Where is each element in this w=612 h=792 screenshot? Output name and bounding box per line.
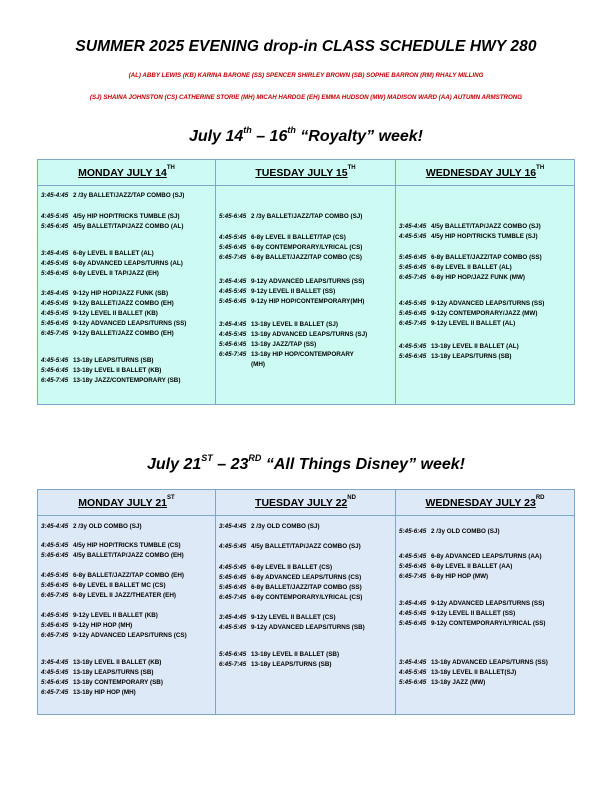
day-header [38,160,216,186]
class-entry [219,244,362,252]
class-time: 4:45-5:45 [41,357,69,364]
class-entry [41,290,168,298]
class-description: 9-12y LEVEL II BALLET (AL) [431,320,516,327]
class-description: 6-8y LEVEL II JAZZ/THEATER (EH) [73,592,176,599]
class-entry [41,612,158,620]
class-description: 13-18y LEVEL II BALLET (KB) [73,659,162,666]
day-header-label: TUESDAY JULY 15 [255,166,348,179]
day-header [216,490,396,516]
class-time: 3:45-4:45 [219,523,247,530]
class-entry [399,353,511,361]
day-header-label: MONDAY JULY 21 [78,496,168,509]
day-column [216,186,396,405]
class-entry [41,377,180,385]
class-entry [219,298,364,306]
class-description: 6-8y LEVEL II BALLET (AL) [431,264,512,271]
class-description: 9-12y HIP HOP/JAZZ FUNK (SB) [73,290,169,297]
schedule-table-week-1 [37,159,575,405]
class-time: 5:45-6:45 [399,563,427,570]
class-time: 4:45-5:45 [41,669,69,676]
class-entry [219,351,354,359]
day-header-label: TUESDAY JULY 22 [255,496,348,509]
class-description: 13-18y JAZZ (MW) [431,679,486,686]
class-entry [219,361,265,369]
week-heading-text: July 14 [188,128,244,145]
class-description: 13-18y CONTEMPORARY (SB) [73,679,163,686]
class-description: 9-12y CONTEMPORARY/JAZZ (MW) [431,310,538,317]
day-header-label: WEDNESDAY JULY 16 [425,166,537,179]
week-heading-text: – 16 [251,128,288,145]
class-entry [219,234,346,242]
class-time: 5:45-6:45 [219,341,247,348]
class-entry [219,564,332,572]
class-entry [399,528,500,536]
week-heading-text: “All Things Disney” week! [261,456,465,473]
class-entry [219,321,338,329]
class-description: 6-8y LEVEL II BALLET/TAP (CS) [251,234,346,241]
class-description: 6-8y LEVEL II BALLET MC (CS) [73,582,166,589]
instructor-legend-line-1: (AL) ABBY LEWIS (KB) KARINA BARONE (SS) SPENCER SHIRLEY BROWN (SB) SOPHIE BARRON (RM) RHALY MILLING [128,72,484,79]
class-time: 4:45-5:45 [219,564,247,571]
day-header [396,160,575,186]
class-time: 4:45-5:45 [219,331,247,338]
class-description: 9-12y CONTEMPORARY/LYRICAL (SS) [431,620,546,627]
class-description: 6-8y ADVANCED LEAPS/TURNS (CS) [251,574,362,581]
day-header [216,160,396,186]
class-time: 4:45-5:45 [41,213,69,220]
day-header-label: MONDAY JULY 14 [78,166,167,179]
day-header-sup: ST [167,494,175,501]
class-description: 9-12y ADVANCED LEAPS/TURNS (SS) [431,300,545,307]
class-description: 4/5y HIP HOP/TRICKS TUMBLE (CS) [73,542,181,549]
class-time: 3:45-4:45 [399,223,427,230]
class-description: 2 /3y OLD COMBO (SJ) [251,523,320,530]
class-time: 4:45-5:45 [399,343,427,350]
instructor-legend-line-2: (SJ) SHAINA JOHNSTON (CS) CATHERINE STORIE (MH) MICAH HARDGE (EH) EMMA HUDSON (MW) MADISON WARD (AA) AUTUMN ARMSTRONG [89,94,523,101]
class-time: 6:45-7:45 [219,594,247,601]
class-description: 6-8y BALLET/JAZZ/TAP COMBO (SS) [431,254,542,261]
class-description: 6-8y ADVANCED LEAPS/TURNS (AL) [73,260,183,267]
class-entry [399,264,512,272]
class-description: 6-8y BALLET/JAZZ/TAP COMBO (CS) [251,254,363,261]
class-time: 6:45-7:45 [41,689,69,696]
class-description: 13-18y ADVANCED LEAPS/TURNS (SS) [431,659,548,666]
week-heading-sup: th [287,125,296,135]
day-header-sup: ND [347,494,356,501]
class-description: 9-12y BALLET/JAZZ COMBO (EH) [73,300,174,307]
class-description: 9-12y LEVEL II BALLET (KB) [73,612,158,619]
class-entry [399,310,537,318]
class-description: 2 /3y OLD COMBO (SJ) [73,523,142,530]
class-time: 4:45-5:45 [41,300,69,307]
class-time: 5:45-6:45 [41,622,69,629]
class-description: 2 /3y BALLET/JAZZ/TAP COMBO (SJ) [73,192,185,199]
class-description: 9-12y ADVANCED LEAPS/TURNS (CS) [73,632,187,639]
class-entry [41,689,136,697]
class-entry [41,300,174,308]
class-description: 13-18y LEAPS/TURNS (SB) [251,661,332,668]
day-header-sup: TH [166,164,175,171]
class-entry [41,223,183,231]
class-entry [399,669,516,677]
class-time: 4:45-5:45 [41,542,69,549]
class-time: 5:45-6:45 [41,582,69,589]
class-time: 3:45-4:45 [399,659,427,666]
class-entry [399,610,515,618]
class-entry [399,600,544,608]
class-entry [219,288,335,296]
class-entry [41,542,181,550]
day-column [396,186,575,405]
class-entry [399,223,541,231]
class-description: 9-12y ADVANCED LEAPS/TURNS (SS) [431,600,545,607]
class-entry [399,573,488,581]
class-entry [399,563,512,571]
class-time: 5:45-6:45 [41,552,69,559]
week-heading-sup: th [243,125,252,135]
class-time: 5:45-6:45 [41,367,69,374]
class-entry [219,584,362,592]
day-header-label: WEDNESDAY JULY 23 [425,496,536,509]
class-time: 4:45-5:45 [41,310,69,317]
class-time: 5:45-6:45 [41,223,69,230]
class-description: 4/5y BALLET/TAP/JAZZ COMBO (EH) [73,552,184,559]
page-title: SUMMER 2025 EVENING drop-in CLASS SCHEDULE HWY 280 [75,38,537,55]
class-entry [219,523,320,531]
class-time: 4:45-5:45 [219,624,247,631]
class-time: 6:45-7:45 [399,573,427,580]
class-description: 4/5y BALLET/TAP/JAZZ COMBO (SJ) [251,543,361,550]
week-heading-text: “Royalty” week! [295,128,423,145]
class-time: 6:45-7:45 [399,320,427,327]
class-entry [399,620,546,628]
class-description: 6-8y BALLET/JAZZ/TAP COMBO (EH) [73,572,185,579]
class-description: 13-18y LEVEL II BALLET (KB) [73,367,162,374]
class-time: 5:45-6:45 [399,679,427,686]
week-heading-sup: RD [248,453,262,463]
class-description: 6-8y LEVEL II BALLET (AL) [73,250,154,257]
schedule-table-week-2 [37,489,575,715]
class-entry [41,632,187,640]
class-description: 2 /3y OLD COMBO (SJ) [431,528,500,535]
class-time: 4:45-5:45 [41,612,69,619]
class-description: 9-12y BALLET/JAZZ COMBO (EH) [73,330,174,337]
class-time: 5:45-6:45 [219,584,247,591]
class-time: 6:45-7:45 [41,330,69,337]
class-entry [399,233,538,241]
class-entry [219,213,362,221]
class-description: 13-18y LEAPS/TURNS (SB) [73,357,154,364]
class-time: 6:45-7:45 [41,377,69,384]
class-entry [219,614,336,622]
class-entry [219,594,362,602]
class-description: 9-12y LEVEL II BALLET (SS) [251,288,336,295]
class-time: 5:45-6:45 [41,270,69,277]
class-description: 4/5y HIP HOP/TRICKS TUMBLE (SJ) [73,213,180,220]
class-time: 3:45-4:45 [399,600,427,607]
class-entry [41,622,132,630]
class-entry [41,523,142,531]
class-description: 13-18y LEAPS/TURNS (SB) [431,353,512,360]
class-entry [41,320,186,328]
class-description: 9-12y ADVANCED LEAPS/TURNS (SB) [251,624,365,631]
class-time: 6:45-7:45 [219,661,247,668]
class-time: 3:45-4:45 [219,321,247,328]
class-time: 5:45-6:45 [399,264,427,271]
class-time: 4:45-5:45 [399,233,427,240]
class-time: 5:45-6:45 [219,244,247,251]
class-time: 5:45-6:45 [399,620,427,627]
class-time: 5:45-6:45 [41,320,69,327]
class-time: 4:45-5:45 [399,669,427,676]
class-time: 6:45-7:45 [219,254,247,261]
class-description: 6-8y CONTEMPORARY/LYRICAL (CS) [251,594,363,601]
class-description: 13-18y LEAPS/TURNS (SB) [73,669,154,676]
class-entry [399,274,525,282]
class-entry [399,320,515,328]
class-time: 5:45-6:45 [219,213,247,220]
class-entry [41,552,184,560]
week-heading-1 [0,125,612,146]
class-entry [41,357,153,365]
class-time: 3:45-4:45 [41,290,69,297]
class-time: 4:45-5:45 [219,288,247,295]
class-description: 6-8y HIP HOP/JAZZ FUNK (MW) [431,274,525,281]
class-entry [399,300,544,308]
class-time: 3:45-4:45 [41,192,69,199]
class-entry [399,343,519,351]
class-description: 4/5y BALLET/TAP/JAZZ COMBO (AL) [73,223,184,230]
class-description: 6-8y ADVANCED LEAPS/TURNS (AA) [431,553,542,560]
class-entry [219,624,365,632]
class-time: 3:45-4:45 [41,250,69,257]
class-entry [41,582,166,590]
class-time: 5:45-6:45 [399,528,427,535]
class-time: 5:45-6:45 [399,254,427,261]
class-time: 5:45-6:45 [399,310,427,317]
class-time: 6:45-7:45 [219,351,247,358]
class-entry [219,661,331,669]
class-description: 9-12y LEVEL II BALLET (SS) [431,610,516,617]
class-time: 3:45-4:45 [219,278,247,285]
class-entry [41,659,161,667]
class-entry [219,278,364,286]
class-entry [399,659,548,667]
class-description: 6-8y LEVEL II TAP/JAZZ (EH) [73,270,159,277]
class-description: 13-18y HIP HOP/CONTEMPORARY [251,351,354,358]
class-time: 5:45-6:45 [219,574,247,581]
class-description: 13-18y LEVEL II BALLET(SJ) [431,669,517,676]
class-time: 6:45-7:45 [41,632,69,639]
day-column [38,516,216,715]
class-entry [41,592,176,600]
day-header-sup: TH [536,164,545,171]
class-entry [219,341,316,349]
class-description: 6-8y CONTEMPORARY/LYRICAL (CS) [251,244,363,251]
day-header [396,490,575,516]
class-description: (MH) [251,361,265,368]
week-heading-sup: ST [201,453,213,463]
class-description: 13-18y LEVEL II BALLET (SB) [251,651,340,658]
class-description: 6-8y BALLET/JAZZ/TAP COMBO (SS) [251,584,362,591]
class-description: 6-8y HIP HOP (MW) [431,573,489,580]
class-entry [41,192,184,200]
class-time: 3:45-4:45 [41,659,69,666]
class-time: 6:45-7:45 [41,592,69,599]
day-column [396,516,575,715]
class-description: 6-8y LEVEL II BALLET (AA) [431,563,513,570]
class-time: 3:45-4:45 [41,523,69,530]
class-description: 4/5y BALLET/TAP/JAZZ COMBO (SJ) [431,223,541,230]
day-header [38,490,216,516]
class-description: 6-8y LEVEL II BALLET (CS) [251,564,333,571]
class-description: 13-18y LEVEL II BALLET (AL) [431,343,519,350]
class-entry [399,254,542,262]
class-description: 13-18y ADVANCED LEAPS/TURNS (SJ) [251,331,368,338]
class-description: 9-12y LEVEL II BALLET (KB) [73,310,158,317]
class-time: 4:45-5:45 [41,572,69,579]
class-entry [41,669,153,677]
class-time: 5:45-6:45 [219,298,247,305]
class-description: 9-12y HIP HOP (MH) [73,622,133,629]
class-description: 9-12y LEVEL II BALLET (CS) [251,614,336,621]
class-entry [41,260,183,268]
class-entry [41,213,180,221]
class-entry [41,250,154,258]
class-time: 5:45-6:45 [399,353,427,360]
class-entry [41,679,163,687]
class-time: 3:45-4:45 [219,614,247,621]
class-description: 13-18y HIP HOP (MH) [73,689,136,696]
week-heading-2 [0,453,612,474]
day-header-sup: RD [535,494,545,501]
class-entry [399,553,542,561]
class-entry [41,367,161,375]
week-heading-text: July 21 [147,456,202,473]
class-time: 5:45-6:45 [219,651,247,658]
class-entry [219,331,367,339]
class-time: 4:45-5:45 [41,260,69,267]
class-entry [399,679,485,687]
class-description: 9-12y ADVANCED LEAPS/TURNS (SS) [251,278,365,285]
class-time: 6:45-7:45 [399,274,427,281]
class-time: 4:45-5:45 [399,300,427,307]
class-entry [219,543,361,551]
class-description: 2 /3y BALLET/JAZZ/TAP COMBO (SJ) [251,213,363,220]
class-entry [41,270,159,278]
class-description: 13-18y LEVEL II BALLET (SJ) [251,321,339,328]
class-description: 13-18y JAZZ/CONTEMPORARY (SB) [73,377,181,384]
week-heading-text: – 23 [212,456,249,473]
class-time: 4:45-5:45 [399,610,427,617]
class-description: 4/5y HIP HOP/TRICKS TUMBLE (SJ) [431,233,538,240]
class-entry [219,574,361,582]
class-time: 5:45-6:45 [41,679,69,686]
class-time: 4:45-5:45 [399,553,427,560]
day-header-sup: TH [347,164,356,171]
day-column [38,186,216,405]
class-description: 9-12y HIP HOP/CONTEMPORARY(MH) [251,298,365,305]
class-description: 13-18y JAZZ/TAP (SS) [251,341,317,348]
class-entry [41,310,158,318]
class-entry [219,651,339,659]
day-column [216,516,396,715]
class-time: 4:45-5:45 [219,234,247,241]
class-time: 4:45-5:45 [219,543,247,550]
class-entry [219,254,362,262]
class-entry [41,330,174,338]
class-entry [41,572,184,580]
class-description: 9-12y ADVANCED LEAPS/TURNS (SS) [73,320,187,327]
